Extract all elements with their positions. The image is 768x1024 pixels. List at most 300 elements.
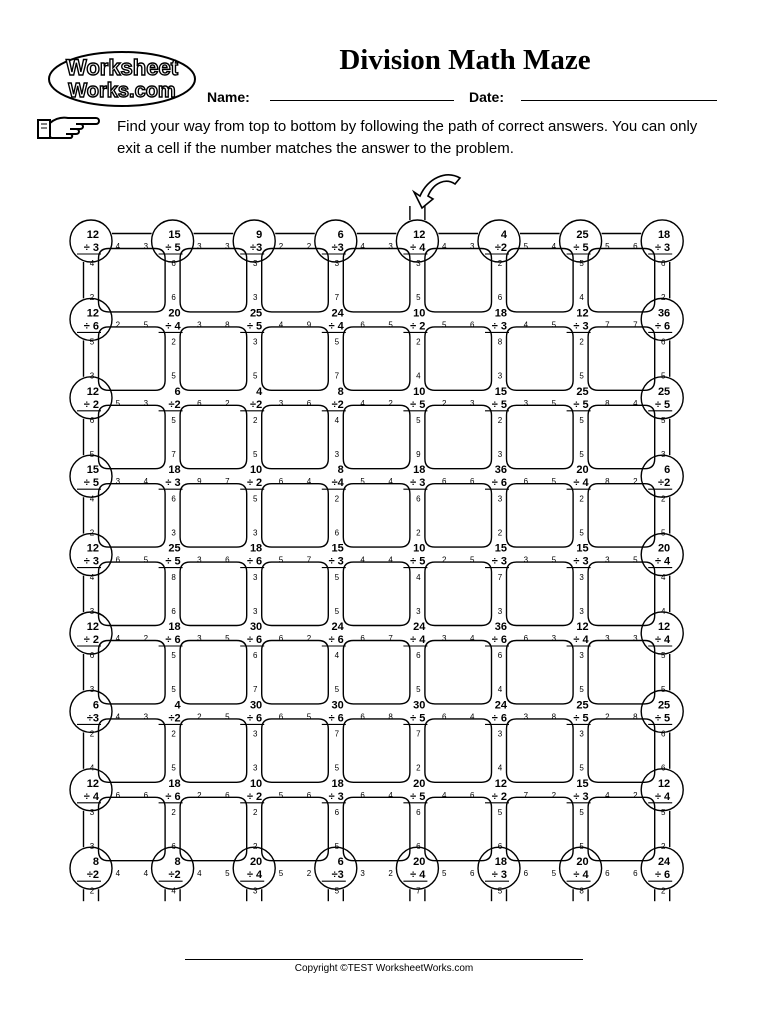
maze-path-label: 5 (441, 869, 447, 879)
maze-divisor: ÷ 6 (246, 712, 263, 725)
maze-inner-wall (262, 405, 329, 468)
maze-path-label: 5 (579, 450, 584, 459)
maze-path-label: 5 (171, 651, 176, 661)
maze-path-label: 3 (660, 450, 666, 459)
maze-path-label: 7 (416, 729, 421, 739)
maze-path-label: 6 (441, 477, 447, 487)
maze-inner-wall (588, 405, 655, 468)
maze-path-label: 6 (334, 808, 340, 817)
maze-divisor: ÷2 (168, 712, 181, 725)
maze-path-label: 5 (278, 790, 284, 800)
maze-dividend: 15 (86, 464, 99, 477)
maze-divisor: ÷ 5 (165, 555, 181, 568)
maze-path-label: 7 (306, 555, 312, 565)
maze-inner-wall (180, 641, 247, 704)
maze-dividend: 30 (331, 699, 344, 712)
maze-path-label: 5 (252, 450, 258, 459)
maze-inner-wall (343, 405, 410, 468)
maze-inner-wall (425, 484, 492, 547)
maze-path-label: 6 (89, 651, 95, 661)
maze-path-label: 7 (252, 685, 258, 695)
maze-dividend: 4 (256, 385, 263, 398)
maze-inner-wall (425, 327, 492, 390)
maze-dividend: 36 (494, 621, 507, 633)
maze-dividend: 20 (576, 856, 589, 869)
maze-path-label: 2 (278, 242, 284, 251)
maze-path-label: 5 (115, 398, 121, 408)
maze-dividend: 18 (494, 307, 507, 320)
maze-path-label: 6 (115, 555, 121, 565)
maze-path-label: 6 (278, 712, 284, 722)
maze-path-label: 6 (360, 320, 365, 330)
maze-path-label: 5 (579, 259, 584, 269)
maze-path-label: 3 (89, 685, 95, 695)
maze-inner-wall (262, 797, 329, 860)
maze-path-label: 5 (497, 886, 503, 896)
maze-dividend: 30 (249, 699, 263, 712)
maze-path-label: 3 (252, 337, 258, 347)
maze-path-label: 6 (497, 651, 503, 661)
maze-dividend: 8 (337, 385, 344, 398)
maze-divisor: ÷ 3 (654, 242, 671, 254)
maze-dividend: 20 (657, 542, 671, 555)
maze-inner-wall (99, 249, 166, 312)
maze-dividend: 25 (576, 385, 589, 398)
maze-path-label: 3 (605, 555, 610, 565)
maze-divisor: ÷ 3 (328, 555, 344, 568)
maze-path-label: 2 (197, 712, 202, 722)
maze-dividend: 10 (413, 542, 426, 555)
maze-inner-wall (99, 562, 166, 625)
maze-path-label: 6 (523, 634, 529, 643)
copyright-text: Copyright ©TEST WorksheetWorks.com (294, 963, 474, 974)
maze-inner-wall (507, 719, 574, 782)
maze-dividend: 15 (331, 542, 344, 555)
maze-inner-wall (99, 641, 166, 704)
maze-divisor: ÷ 4 (573, 634, 589, 646)
maze-path-label: 3 (441, 634, 447, 643)
maze-inner-wall (262, 249, 329, 312)
maze-path-label: 5 (469, 555, 475, 565)
maze-divisor: ÷ 4 (654, 790, 671, 803)
maze-dividend: 6 (664, 464, 671, 477)
maze-path-label: 3 (551, 634, 557, 643)
maze-divisor: ÷ 3 (491, 320, 507, 333)
maze-dividend: 36 (657, 307, 671, 320)
maze-divisor: ÷ 3 (573, 790, 589, 803)
maze-divisor: ÷ 3 (491, 555, 507, 568)
maze-path-label: 6 (605, 869, 610, 879)
maze-inner-wall (507, 405, 574, 468)
maze-divisor: ÷2 (494, 242, 507, 254)
maze-outer-wall (70, 220, 683, 889)
maze-dividend: 30 (413, 699, 426, 712)
maze-path-label: 3 (523, 398, 529, 408)
maze-dividend: 12 (413, 229, 426, 241)
maze-inner-wall (180, 405, 247, 468)
maze-divisor: ÷ 6 (491, 634, 507, 646)
page-title: Division Math Maze (339, 44, 591, 76)
maze-path-label: 2 (660, 842, 666, 851)
maze-path-label: 4 (115, 712, 121, 722)
maze-path-label: 3 (225, 242, 230, 251)
maze-path-label: 7 (388, 634, 393, 643)
maze-path-label: 6 (252, 651, 258, 661)
instructions-text: Find your way from top to bottom by following the path of correct answers. You can only exit a cell if the number matches the answer to the problem. (117, 118, 698, 157)
maze-path-label: 3 (252, 259, 258, 269)
maze-path-label: 6 (633, 242, 638, 251)
maze-path-label: 3 (497, 494, 503, 504)
maze-path-label: 2 (252, 808, 258, 817)
maze-dividend: 24 (413, 621, 426, 633)
maze-dividend: 12 (657, 777, 671, 790)
maze-inner-wall (262, 719, 329, 782)
maze-path-label: 8 (551, 712, 557, 722)
maze-path-label: 6 (633, 869, 638, 879)
maze-path-label: 3 (579, 729, 584, 739)
maze-path-label: 3 (416, 606, 421, 616)
maze-path-label: 5 (605, 242, 610, 251)
maze-path-label: 3 (334, 259, 340, 269)
maze-dividend: 20 (249, 856, 263, 869)
maze-divisor: ÷ 3 (83, 242, 99, 254)
maze-inner-wall (588, 484, 655, 547)
maze-dividend: 25 (657, 385, 671, 398)
maze-dividend: 24 (331, 621, 344, 633)
maze-dividend: 18 (168, 621, 181, 633)
maze-path-label: 2 (633, 477, 638, 487)
maze-divisor: ÷ 2 (246, 790, 263, 803)
maze-path-label: 5 (441, 320, 447, 330)
maze-inner-wall (99, 719, 166, 782)
maze-divisor: ÷ 4 (410, 242, 426, 254)
maze-path-label: 5 (551, 555, 557, 565)
maze-path-label: 5 (334, 886, 340, 896)
maze-path-label: 4 (115, 634, 121, 643)
maze-path-label: 5 (523, 242, 529, 251)
maze-path-label: 4 (469, 634, 475, 643)
maze-divisor: ÷ 5 (165, 242, 181, 254)
maze-path-label: 3 (115, 477, 121, 487)
maze-path-label: 6 (441, 712, 447, 722)
maze-path-label: 6 (497, 842, 503, 851)
maze-dividend: 6 (337, 229, 344, 241)
maze-path-label: 5 (416, 416, 421, 425)
maze-path-label: 4 (441, 790, 447, 800)
maze-path-label: 7 (416, 886, 421, 896)
maze-divisor: ÷ 5 (491, 398, 507, 411)
maze-inner-wall (180, 484, 247, 547)
maze-path-label: 3 (388, 242, 393, 251)
maze-divisor: ÷ 5 (573, 242, 589, 254)
maze-dividend: 18 (494, 856, 507, 869)
maze-path-label: 2 (225, 398, 230, 408)
maze-inner-wall (343, 562, 410, 625)
maze-dividend: 6 (337, 856, 344, 869)
maze-path-label: 4 (360, 555, 365, 565)
maze-dividend: 20 (413, 777, 426, 790)
maze-path-label: 2 (252, 416, 258, 425)
maze-inner-wall (425, 797, 492, 860)
maze-path-label: 6 (171, 259, 176, 269)
maze-divisor: ÷3 (331, 242, 344, 254)
maze-path-label: 4 (388, 790, 393, 800)
maze-divisor: ÷ 4 (654, 634, 671, 646)
maze-path-label: 7 (497, 572, 503, 582)
maze-dividend: 15 (494, 542, 507, 555)
maze-path-label: 3 (579, 651, 584, 661)
maze-path-label: 5 (225, 634, 230, 643)
maze-path-label: 2 (89, 528, 95, 538)
maze-path-label: 3 (252, 729, 258, 739)
maze-path-label: 5 (171, 685, 176, 695)
maze-path-label: 3 (89, 606, 95, 616)
maze-path-label: 6 (523, 477, 529, 487)
maze-path-label: 2 (579, 337, 584, 347)
maze-divisor: ÷ 4 (410, 634, 426, 646)
maze-dividend: 20 (413, 856, 426, 869)
maze-path-label: 5 (360, 477, 365, 487)
maze-path-label: 4 (441, 242, 447, 251)
maze-path-label: 5 (416, 685, 421, 695)
maze-path-label: 5 (660, 685, 666, 695)
maze-path-label: 5 (89, 337, 95, 347)
maze-path-label: 2 (89, 886, 95, 896)
maze-divisor: ÷3 (250, 242, 263, 254)
maze-inner-wall (343, 719, 410, 782)
maze-dividend: 12 (86, 307, 99, 320)
maze-path-label: 8 (605, 477, 610, 487)
maze-inner-wall (99, 797, 166, 860)
maze-path-label: 6 (278, 477, 284, 487)
maze-divisor: ÷ 4 (246, 869, 263, 882)
footer-divider (185, 959, 583, 960)
maze-path-label: 4 (605, 790, 610, 800)
maze-divisor: ÷ 6 (83, 320, 99, 333)
maze-path-label: 6 (660, 337, 666, 347)
maze-divisor: ÷4 (331, 477, 344, 490)
maze-path-label: 2 (605, 712, 610, 722)
maze-divisor: ÷2 (331, 398, 344, 411)
maze-divisor: ÷2 (168, 869, 181, 882)
maze-path-label: 2 (171, 729, 176, 739)
maze-path-label: 5 (334, 763, 340, 773)
maze-path-label: 3 (334, 450, 340, 459)
maze-dividend: 10 (249, 777, 263, 790)
maze-inner-wall (343, 641, 410, 704)
maze-path-label: 6 (171, 293, 176, 303)
maze-path-label: 2 (551, 790, 557, 800)
maze-inner-wall (99, 327, 166, 390)
maze-path-label: 4 (633, 398, 638, 408)
maze-path-label: 8 (605, 398, 610, 408)
maze-path-label: 8 (225, 320, 230, 330)
maze-path-label: 6 (416, 842, 421, 851)
maze-dividend: 24 (494, 699, 507, 712)
maze-path-label: 3 (469, 242, 475, 251)
maze-dividend: 18 (168, 777, 181, 790)
maze-path-label: 5 (551, 477, 557, 487)
maze-dividend: 24 (657, 856, 671, 869)
maze-divisor: ÷ 5 (573, 398, 589, 411)
maze-divisor: ÷3 (331, 869, 344, 882)
maze-path-label: 5 (334, 572, 340, 582)
maze-path-label: 5 (252, 371, 258, 381)
maze-dividend: 6 (92, 699, 99, 712)
maze-divisor: ÷ 4 (328, 320, 344, 333)
maze-dividend: 18 (249, 542, 263, 555)
maze-dividend: 20 (576, 464, 589, 477)
maze-path-label: 4 (306, 477, 312, 487)
maze-inner-wall (262, 327, 329, 390)
maze-path-label: 5 (660, 651, 666, 661)
maze-path-label: 5 (551, 398, 557, 408)
maze-path-label: 6 (225, 555, 230, 565)
maze-inner-wall (588, 249, 655, 312)
maze-divisor: ÷ 5 (573, 712, 589, 725)
maze-path-label: 5 (225, 712, 230, 722)
maze-path-label: 5 (579, 416, 584, 425)
maze-path-label: 2 (416, 763, 421, 773)
maze-inner-wall (507, 562, 574, 625)
maze-dividend: 12 (576, 621, 589, 633)
maze-dividend: 8 (92, 856, 99, 869)
maze-inner-wall (425, 562, 492, 625)
maze-path-label: 6 (360, 712, 365, 722)
maze-path-label: 4 (523, 320, 529, 330)
maze-dividend: 12 (86, 621, 99, 633)
maze-path-label: 5 (660, 808, 666, 817)
maze-dividend: 30 (249, 621, 263, 633)
maze-path-label: 3 (252, 572, 258, 582)
maze-path-label: 8 (579, 886, 584, 896)
maze-path-label: 5 (388, 320, 393, 330)
maze-path-label: 2 (660, 293, 666, 303)
maze-path-label: 4 (143, 477, 149, 487)
maze-path-label: 4 (360, 398, 365, 408)
maze-divisor: ÷ 3 (573, 555, 589, 568)
maze-path-label: 5 (579, 371, 584, 381)
maze-path-label: 6 (469, 477, 475, 487)
maze-path-label: 2 (633, 790, 638, 800)
maze-dividend: 10 (413, 385, 426, 398)
maze-path-label: 7 (225, 477, 230, 487)
maze-divisor: ÷ 4 (573, 869, 589, 882)
maze-inner-wall (343, 249, 410, 312)
maze-path-label: 6 (171, 494, 176, 504)
maze-path-label: 6 (171, 842, 176, 851)
maze-path-label: 3 (497, 450, 503, 459)
maze-path-label: 6 (278, 634, 284, 643)
maze-path-label: 5 (278, 869, 284, 879)
maze-path-label: 3 (252, 763, 258, 773)
maze-path-label: 6 (469, 320, 475, 330)
maze-path-label: 2 (197, 790, 202, 800)
maze-divisor: ÷ 6 (246, 555, 263, 568)
maze-inner-wall (425, 405, 492, 468)
maze-dividend: 20 (168, 307, 181, 320)
maze-path-label: 2 (252, 842, 258, 851)
maze-inner-wall (588, 719, 655, 782)
maze-path-label: 5 (579, 842, 584, 851)
maze-path-label: 5 (579, 685, 584, 695)
maze-path-label: 7 (523, 790, 529, 800)
maze-path-label: 2 (89, 729, 95, 739)
maze-inner-wall (99, 484, 166, 547)
maze-path-label: 6 (334, 528, 340, 538)
maze-path-label: 2 (660, 886, 666, 896)
maze-dividend: 6 (174, 385, 181, 398)
maze-path-label: 6 (497, 293, 503, 303)
maze-path-label: 5 (171, 371, 176, 381)
maze-divisor: ÷ 5 (654, 398, 671, 411)
maze-path-label: 2 (579, 494, 584, 504)
maze-divisor: ÷ 5 (83, 477, 99, 490)
name-label: Name: (207, 89, 250, 105)
maze-path-label: 5 (306, 712, 312, 722)
maze-path-label: 7 (171, 450, 176, 459)
maze-path-label: 6 (171, 606, 176, 616)
maze-inner-wall (343, 327, 410, 390)
maze-path-label: 6 (115, 790, 121, 800)
maze-path-label: 2 (441, 555, 447, 565)
maze-dividend: 24 (331, 307, 344, 320)
maze-path-label: 4 (278, 320, 284, 330)
maze-inner-wall (262, 562, 329, 625)
maze-dividend: 18 (657, 229, 671, 241)
maze-path-label: 3 (497, 606, 503, 616)
maze-dividend: 12 (657, 621, 671, 633)
maze-path-label: 2 (306, 634, 312, 643)
maze-path-label: 3 (197, 242, 202, 251)
maze-path-label: 3 (89, 371, 95, 381)
maze-path-label: 5 (660, 528, 666, 538)
maze-path-label: 7 (605, 320, 610, 330)
maze-path-label: 6 (660, 259, 666, 269)
maze-path-label: 3 (197, 634, 202, 643)
maze-path-label: 3 (197, 320, 202, 330)
maze-path-label: 4 (115, 242, 121, 251)
maze-path-label: 4 (660, 606, 666, 616)
maze-path-label: 8 (497, 337, 503, 347)
maze-path-label: 7 (334, 729, 340, 739)
maze-dividend: 25 (576, 229, 589, 241)
maze-dividend: 15 (576, 542, 589, 555)
maze-dividend: 15 (168, 229, 181, 241)
maze-dividend: 25 (576, 699, 589, 712)
maze-path-label: 3 (469, 398, 475, 408)
maze-dividend: 12 (576, 307, 589, 320)
maze-divisor: ÷ 2 (83, 634, 99, 646)
maze-path-label: 6 (306, 398, 312, 408)
maze-divisor: ÷ 6 (328, 634, 344, 646)
maze-divisor: ÷ 3 (491, 869, 507, 882)
maze-path-label: 5 (278, 555, 284, 565)
maze-divisor: ÷ 6 (654, 320, 671, 333)
maze-path-label: 3 (523, 555, 529, 565)
maze-path-label: 7 (334, 293, 340, 303)
maze-dividend: 25 (249, 307, 263, 320)
maze-path-label: 3 (171, 528, 176, 538)
maze-inner-wall (180, 562, 247, 625)
maze-path-label: 4 (89, 259, 95, 269)
maze-path-label: 2 (416, 528, 421, 538)
maze-divisor: ÷ 6 (328, 712, 344, 725)
maze-divisor: ÷ 6 (654, 869, 671, 882)
maze-inner-wall (180, 327, 247, 390)
maze-path-label: 3 (252, 528, 258, 538)
maze-path-label: 5 (89, 450, 95, 459)
